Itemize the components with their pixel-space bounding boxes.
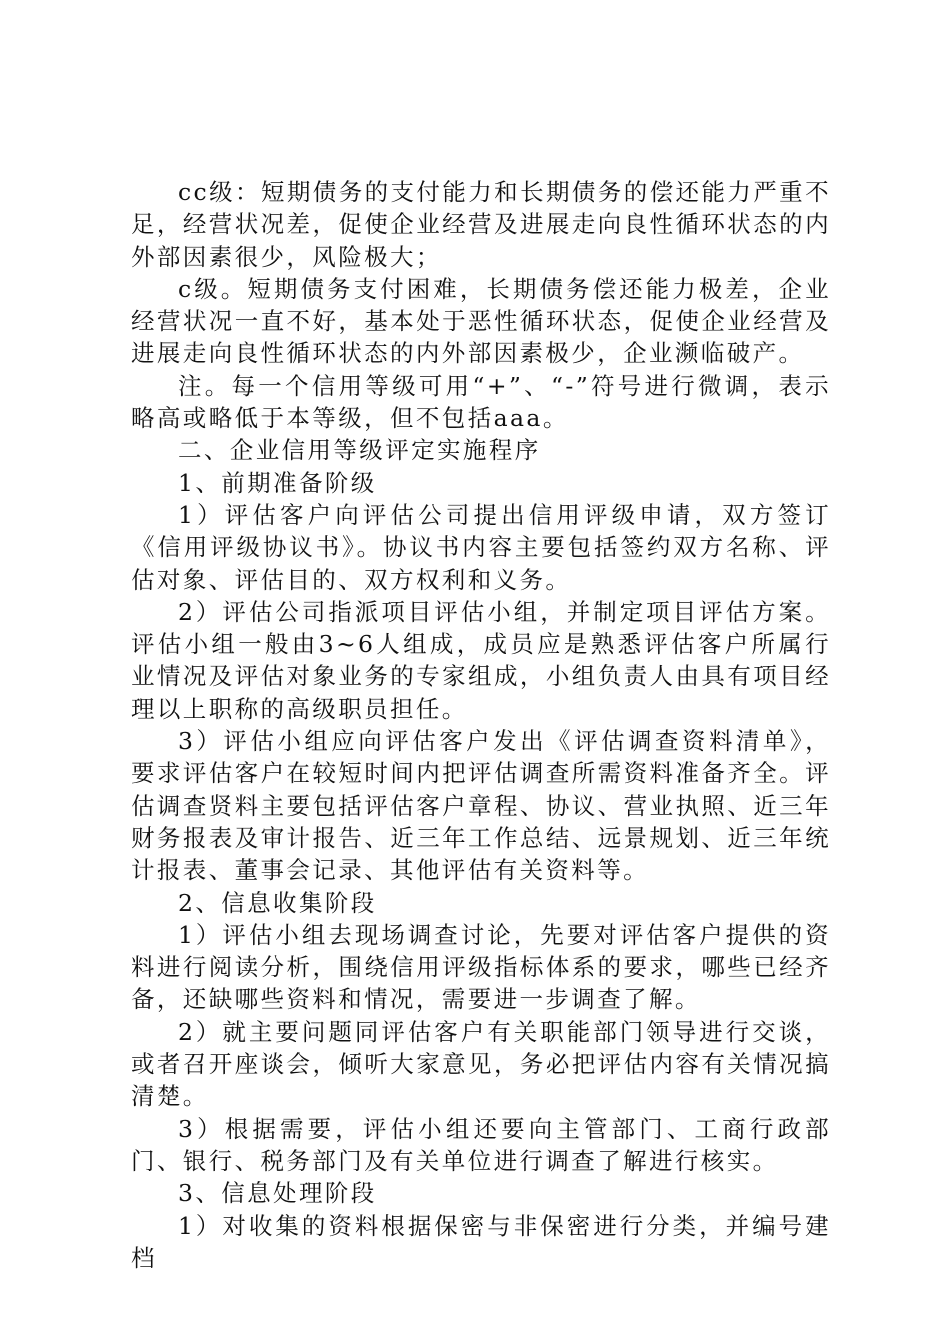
paragraph-collection-step-3: 3）根据需要，评估小组还要向主管部门、工商行政部门、银行、税务部门及有关单位进行调查了解进行核实。 [131, 1114, 831, 1175]
section-heading-procedure: 二、企业信用等级评定实施程序 [178, 436, 541, 465]
paragraph-collection-step-2: 2）就主要问题同评估客户有关职能部门领导进行交谈，或者召开座谈会，倾听大家意见，务必把评估内容有关情况搞清楚。 [131, 1017, 831, 1111]
paragraph-processing-step-1: 1）对收集的资料根据保密与非保密进行分类，并编号建档 [131, 1211, 831, 1272]
paragraph-collection-step-1: 1）评估小组去现场调查讨论，先要对评估客户提供的资料进行阅读分析，围绕信用评级指标体系的要求，哪些已经齐备，还缺哪些资料和情况，需要进一步调查了解。 [131, 920, 831, 1014]
paragraph-prep-step-1: 1）评估客户向评估公司提出信用评级申请，双方签订《信用评级协议书》。协议书内容主要包括签约双方名称、评估对象、评估目的、双方权利和义务。 [131, 500, 831, 594]
document-body [131, 176, 831, 1274]
subheading-preparation: 1、前期准备阶级 [178, 468, 377, 497]
paragraph-prep-step-2: 2）评估公司指派项目评估小组，并制定项目评估方案。评估小组一般由3~6人组成，成员应是熟悉评估客户所属行业情况及评估对象业务的专家组成，小组负责人由具有项目经理以上职称的高级职员担任。 [131, 597, 831, 723]
subheading-info-collection: 2、信息收集阶段 [178, 888, 377, 917]
paragraph-prep-step-3: 3）评估小组应向评估客户发出《评估调查资料清单》，要求评估客户在较短时间内把评估调查所需资料准备齐全。评估调查贤料主要包括评估客户章程、协议、营业执照、近三年财务报表及审计报告、近三年工作总结、远景规划、近三年统计报表、董事会记录、其他评估有关资料等。 [131, 727, 831, 885]
paragraph-c-grade: c级。短期债务支付困难，长期债务偿还能力极差，企业经营状况一直不好，基本处于恶性循环状态，促使企业经营及进展走向良性循环状态的内外部因素极少，企业濒临破产。 [131, 274, 831, 368]
subheading-info-processing: 3、信息处理阶段 [178, 1179, 377, 1208]
paragraph-note: 注。每一个信用等级可用“+”、“-”符号进行微调，表示略高或略低于本等级，但不包括aaa。 [131, 371, 831, 433]
paragraph-cc-grade: cc级：短期债务的支付能力和长期债务的偿还能力严重不足，经营状况差，促使企业经营及进展走向良性循环状态的内外部因素很少，风险极大； [131, 178, 831, 271]
